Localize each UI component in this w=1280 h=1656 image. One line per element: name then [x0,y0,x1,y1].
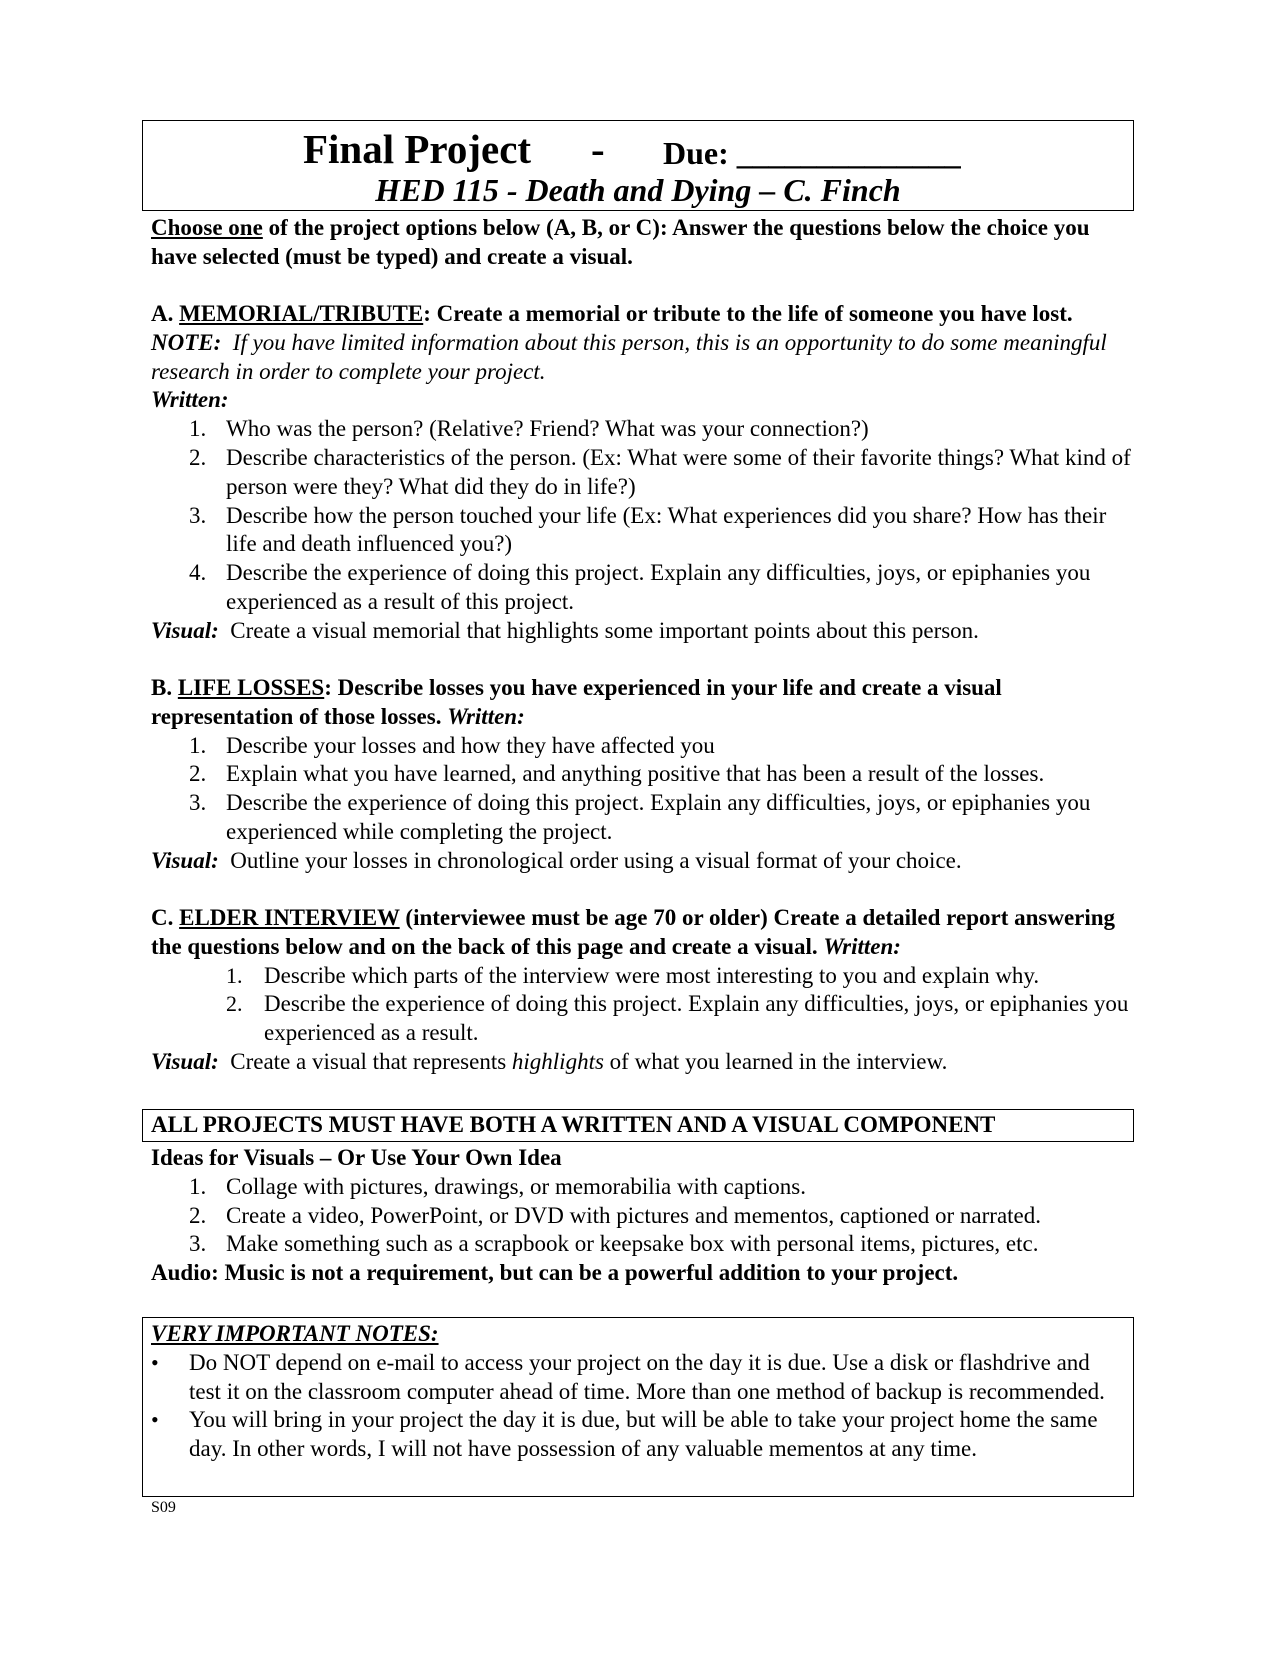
option-a-heading: MEMORIAL/TRIBUTE [179,301,424,326]
audio-note: Audio: Music is not a requirement, but can be a powerful addition to your project. [151,1260,959,1286]
intro-text: of the project options below (A, B, or C): Answer the questions below the choice you have selected (must be typed) and create a visual. [151,215,1090,269]
list-item: 1. Describe your losses and how they have affected you [189,732,715,758]
all-projects-box [142,1109,1134,1142]
option-a-list [151,415,1141,617]
list-item: 3. Describe the experience of doing this project. Explain any difficulties, joys, or epiphanies you experienced while completing the project. [189,790,1091,844]
footer-code: S09 [151,1499,176,1516]
option-c-list [151,962,1141,1048]
option-a-section [151,300,1141,646]
intro-paragraph [151,214,1141,272]
list-item: 1. Collage with pictures, drawings, or memorabilia with captions. [189,1173,806,1199]
option-a-prefix: A. [151,301,180,326]
option-b-list [151,732,1141,847]
option-a-visual-text: Create a visual memorial that highlights some important points about this person. [230,617,979,643]
option-c-written-label: Written: [823,933,901,959]
title-dash: - [591,126,605,172]
option-c-heading-text: (interviewee must be age 70 or older) Create a detailed report answering the questions below and on the back of this page and create a visual. [151,905,1116,959]
option-b-heading: LIFE LOSSES [177,675,325,700]
option-b-section [151,674,1141,876]
option-c-visual-label: Visual: [151,1048,219,1074]
list-item: • You will bring in your project the day it is due, but will be able to take your project home the same day. In other words, I will not have possession of any valuable mementos at any time. [151,1407,1098,1462]
ideas-list [151,1173,1141,1259]
option-c-section [151,904,1141,1077]
option-b-visual-label: Visual: [151,847,219,873]
list-item: 3. Make something such as a scrapbook or keepsake box with personal items, pictures, etc. [189,1231,1039,1257]
important-notes-box [142,1317,1134,1497]
list-item: • Do NOT depend on e-mail to access your project on the day it is due. Use a disk or flashdrive and test it on the classroom computer ahead of time. More than one method of backup is recommended. [151,1349,1105,1404]
title-box [142,120,1134,211]
list-item: 4. Describe the experience of doing this project. Explain any difficulties, joys, or epiphanies you experienced as a result of this project. [189,560,1091,614]
course-subtitle: HED 115 - Death and Dying – C. Finch [375,172,901,208]
option-b-visual-text: Outline your losses in chronological order using a visual format of your choice. [230,847,962,873]
option-c-visual-em: highlights [511,1048,604,1074]
option-b-written-label: Written: [447,703,525,729]
list-item: 1. Who was the person? (Relative? Friend? What was your connection?) [189,416,869,442]
bullet-icon: • [151,1349,159,1375]
option-a-note-label: NOTE: [151,329,222,355]
list-item: 2. Describe the experience of doing this project. Explain any difficulties, joys, or epiphanies you experienced as a result. [226,991,1129,1046]
option-c-visual-post: of what you learned in the interview. [603,1048,948,1074]
page-title: Final Project [303,126,532,172]
list-item: 3. Describe how the person touched your life (Ex: What experiences did you share? How has their life and death influenced you?) [189,502,1107,557]
ideas-heading: Ideas for Visuals – Or Use Your Own Idea [151,1145,562,1170]
option-c-heading: ELDER INTERVIEW [179,905,400,930]
list-item: 2. Create a video, PowerPoint, or DVD with pictures and mementos, captioned or narrated. [189,1202,1041,1228]
option-a-written-label: Written: [151,387,229,413]
notes-heading: VERY IMPORTANT NOTES: [151,1321,439,1346]
option-a-heading-text: : Create a memorial or tribute to the life of someone you have lost. [423,301,1073,326]
option-a-note-text: If you have limited information about this person, this is an opportunity to do some meaningful research in order to complete your project. [151,329,1107,384]
list-item: 2. Describe characteristics of the person. (Ex: What were some of their favorite things? What kind of person were they? What did they do in life?) [189,444,1131,499]
due-date-field: Due: ______________ [663,135,961,171]
choose-one-text: Choose one [151,215,263,240]
ideas-section [151,1144,1141,1288]
notes-list [151,1349,1126,1464]
option-b-prefix: B. [151,675,178,700]
option-a-visual-label: Visual: [151,617,219,643]
option-c-visual-pre: Create a visual that represents [230,1048,512,1074]
bullet-icon: • [151,1407,159,1433]
option-c-prefix: C. [151,905,180,930]
list-item: 2. Explain what you have learned, and anything positive that has been a result of the losses. [189,761,1045,787]
option-b-heading-text: : Describe losses you have experienced in your life and create a visual representation of those losses. [151,675,1002,729]
list-item: 1. Describe which parts of the interview were most interesting to you and explain why. [226,962,1040,988]
all-projects-text: ALL PROJECTS MUST HAVE BOTH A WRITTEN AND A VISUAL COMPONENT [151,1112,996,1137]
